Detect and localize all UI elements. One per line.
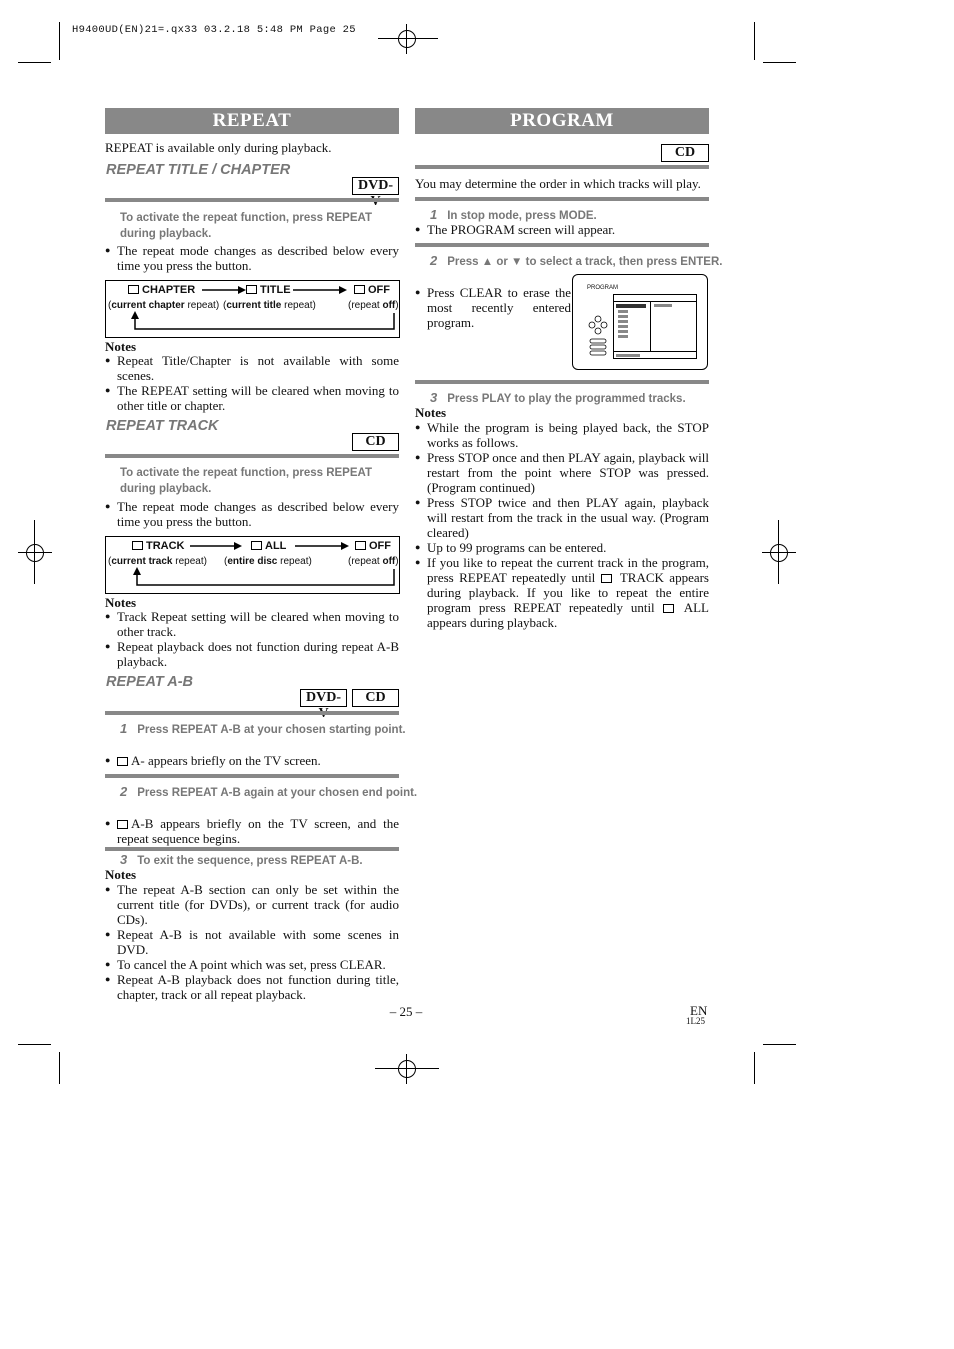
- note-item: ● Up to 99 programs can be entered.: [415, 540, 709, 555]
- repeat-ab-step-3: 3 To exit the sequence, press REPEAT A-B.: [120, 852, 363, 867]
- note-item: ● Repeat A-B playback does not function during title, chapter, track or all repeat playback.: [105, 972, 399, 1002]
- repeat-icon: [355, 541, 366, 550]
- section-rule: [415, 243, 709, 247]
- crop-mark: [18, 1044, 51, 1045]
- crop-mark: [754, 22, 755, 60]
- registration-mark: [406, 1054, 407, 1084]
- language-code: EN: [690, 1003, 708, 1018]
- repeat-tc-instruction: To activate the repeat function, press REPEAT during playback.: [120, 212, 372, 240]
- repeat-icon: [117, 820, 128, 829]
- repeat-icon: [117, 757, 128, 766]
- section-rule: [415, 165, 709, 169]
- registration-mark: [770, 544, 788, 562]
- program-step-2-bullet: ● Press CLEAR to erase the most recently entered program.: [415, 285, 571, 330]
- program-notes: [415, 420, 709, 630]
- repeat-title-chapter-heading: REPEAT TITLE / CHAPTER: [106, 162, 291, 178]
- repeat-icon: [354, 285, 365, 294]
- note-item: ● Repeat Title/Chapter is not available with some scenes.: [105, 353, 399, 383]
- note-item: ● If you like to repeat the current track in the program, press REPEAT repeatedly until TRACK appears during playback. If you like to repeat the entire program press REPEAT repeatedly until ALL appears during playback.: [415, 555, 709, 630]
- arrow-right-icon: [190, 541, 242, 551]
- print-slug: H9400UD(EN)21=.qx33 03.2.18 5:48 PM Page 25: [72, 24, 356, 36]
- crop-mark: [18, 62, 51, 63]
- repeat-ab-step-1-bullet: ● A- appears briefly on the TV screen.: [105, 753, 399, 768]
- notes-heading: Notes: [105, 595, 137, 610]
- section-rule: [105, 198, 399, 202]
- arrow-right-icon: [202, 285, 246, 295]
- note-item: ● To cancel the A point which was set, press CLEAR.: [105, 957, 399, 972]
- program-step-1: 1 In stop mode, press MODE.: [430, 207, 597, 222]
- program-step-2: 2 Press ▲ or ▼ to select a track, then press ENTER.: [430, 253, 723, 268]
- registration-mark: [398, 30, 416, 48]
- repeat-icon: [251, 541, 262, 550]
- section-rule: [105, 454, 399, 458]
- repeat-track-diagram: TRACK ALL OFF (current track repeat) (entire disc repeat) (repeat off): [105, 536, 400, 594]
- crop-mark: [763, 62, 796, 63]
- section-rule: [105, 711, 399, 715]
- crop-mark: [763, 1044, 796, 1045]
- cd-badge: CD: [352, 433, 399, 451]
- page-number: – 25 –: [389, 1004, 423, 1019]
- note-item: ● Repeat A-B is not available with some scenes in DVD.: [105, 927, 399, 957]
- note-item: ● While the program is being played back, the STOP works as follows.: [415, 420, 709, 450]
- repeat-icon: [663, 604, 674, 613]
- arrow-right-icon: [293, 285, 347, 295]
- note-item: ● The repeat A-B section can only be set within the current title (for DVDs), or current track (for audio CDs).: [105, 882, 399, 927]
- registration-mark: [398, 1060, 416, 1078]
- registration-mark: [375, 1068, 439, 1069]
- repeat-tc-notes: [105, 353, 399, 413]
- note-item: ● Track Repeat setting will be cleared when moving to other track.: [105, 609, 399, 639]
- registration-mark: [378, 38, 438, 39]
- section-rule: [105, 847, 399, 851]
- cd-badge: CD: [661, 144, 709, 162]
- note-item: ● Press STOP once and then PLAY again, playback will restart from the point where STOP was pressed. (Program continued): [415, 450, 709, 495]
- repeat-intro: REPEAT is available only during playback.: [105, 140, 332, 155]
- repeat-ab-notes: [105, 882, 399, 1002]
- program-intro: You may determine the order in which tracks will play.: [415, 176, 701, 191]
- repeat-icon: [132, 541, 143, 550]
- section-rule: [105, 774, 399, 778]
- repeat-track-notes: [105, 609, 399, 669]
- repeat-ab-step-2: 2 Press REPEAT A-B again at your chosen end point.: [120, 784, 418, 799]
- repeat-icon: [246, 285, 257, 294]
- registration-mark: [34, 520, 35, 584]
- dvd-v-badge: DVD-: [300, 689, 347, 707]
- repeat-track-heading: REPEAT TRACK: [106, 418, 219, 434]
- remote-buttons-icon: [587, 313, 609, 357]
- repeat-title: REPEAT: [105, 108, 399, 134]
- program-screen-illustration: [572, 274, 708, 370]
- section-rule: [415, 197, 709, 201]
- repeat-track-instruction: To activate the repeat function, press REPEAT during playback.: [120, 467, 372, 495]
- registration-mark: [18, 552, 52, 553]
- cd-badge: CD: [352, 689, 399, 707]
- program-step-1-bullet: ● The PROGRAM screen will appear.: [415, 222, 709, 237]
- loop-back-arrow: [132, 567, 402, 591]
- repeat-ab-step-2-bullet: ● A-B appears briefly on the TV screen, and the repeat sequence begins.: [105, 816, 399, 846]
- program-step-3: 3 Press PLAY to play the programmed tracks.: [430, 390, 686, 405]
- crop-mark: [59, 1052, 60, 1084]
- arrow-right-icon: [295, 541, 349, 551]
- registration-mark: [778, 520, 779, 584]
- notes-heading: Notes: [105, 867, 137, 882]
- notes-heading: Notes: [415, 405, 447, 420]
- note-item: ● The REPEAT setting will be cleared when moving to other title or chapter.: [105, 383, 399, 413]
- registration-mark: [26, 544, 44, 562]
- page-code: 1L25: [686, 1016, 705, 1026]
- repeat-icon: [128, 285, 139, 294]
- dvd-v-badge: DVD-: [352, 177, 399, 195]
- loop-back-arrow: [130, 311, 402, 335]
- program-screen-label: PROGRAM: [587, 285, 619, 291]
- repeat-mode-diagram: CHAPTER TITLE OFF (current chapter repeat) (current title repeat) (repeat off): [105, 280, 400, 338]
- repeat-track-bullet: ● The repeat mode changes as described below every time you press the button.: [105, 499, 399, 529]
- repeat-ab-step-1: 1 Press REPEAT A-B at your chosen starting point.: [120, 721, 406, 736]
- registration-mark: [406, 24, 407, 54]
- note-item: ● Press STOP twice and then PLAY again, playback will restart from the track in the usual way. (Program cleared): [415, 495, 709, 540]
- note-item: ● Repeat playback does not function during repeat A-B playback.: [105, 639, 399, 669]
- repeat-tc-bullet: ● The repeat mode changes as described below every time you press the button.: [105, 243, 399, 273]
- crop-mark: [59, 22, 60, 60]
- crop-mark: [754, 1052, 755, 1084]
- section-rule: [415, 380, 709, 384]
- registration-mark: [762, 552, 796, 553]
- program-screen-panel: [613, 294, 697, 359]
- program-title: PROGRAM: [415, 108, 709, 134]
- notes-heading: Notes: [105, 339, 137, 354]
- repeat-ab-heading: REPEAT A-B: [106, 674, 193, 690]
- repeat-icon: [601, 574, 612, 583]
